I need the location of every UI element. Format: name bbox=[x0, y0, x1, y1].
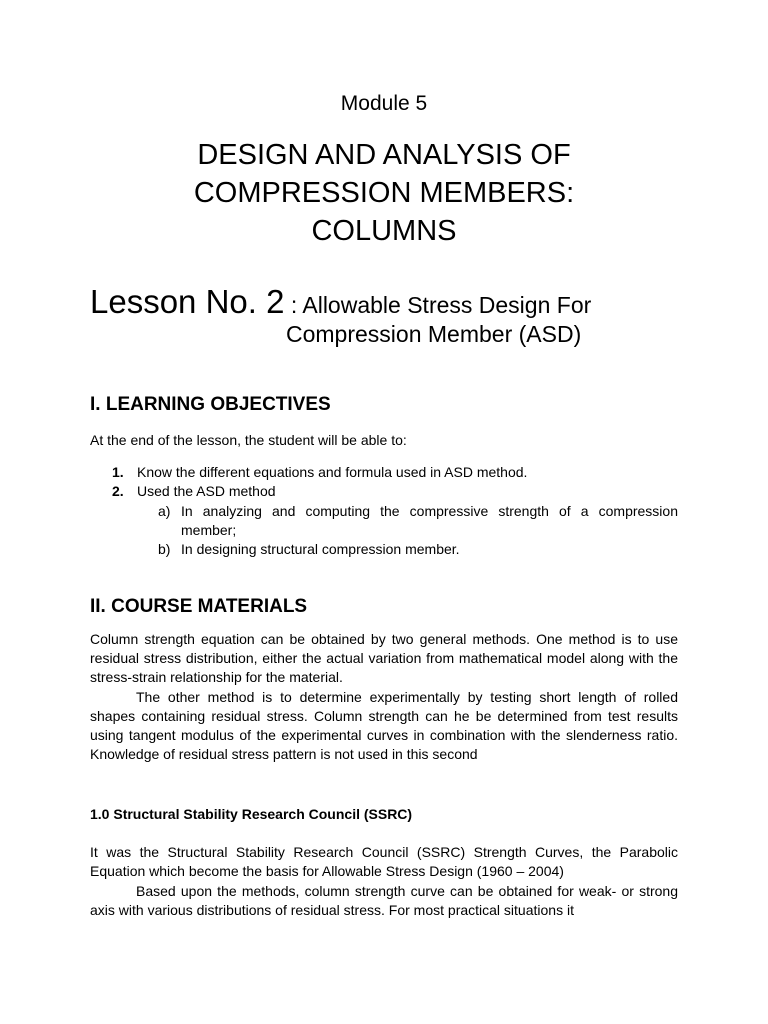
ssrc-paragraph: Based upon the methods, column strength curve can be obtained for weak- or strong axis with various distributions of residual stress. For most practical situations it bbox=[90, 883, 678, 918]
subsection-heading-ssrc: 1.0 Structural Stability Research Council (SSRC) bbox=[90, 806, 413, 822]
module-title bbox=[0, 136, 768, 250]
objective-item bbox=[112, 463, 527, 482]
lesson-separator: : bbox=[284, 292, 303, 318]
objective-subitem bbox=[158, 502, 678, 540]
module-number: Module 5 bbox=[340, 92, 428, 115]
module-title-line: DESIGN AND ANALYSIS OF bbox=[197, 139, 571, 171]
subitem-text: In designing structural compression member. bbox=[181, 541, 460, 557]
section-heading-materials: II. COURSE MATERIALS bbox=[90, 596, 308, 617]
objective-subitem bbox=[158, 540, 678, 559]
lesson-title-line1: Allowable Stress Design For bbox=[302, 292, 592, 318]
subitem-text: In analyzing and computing the compressive strength of a compression member; bbox=[181, 503, 678, 538]
objectives-intro: At the end of the lesson, the student will be able to: bbox=[90, 432, 407, 448]
module-title-line: COLUMNS bbox=[311, 215, 457, 247]
objective-item bbox=[112, 482, 276, 501]
section-heading-objectives: I. LEARNING OBJECTIVES bbox=[90, 394, 331, 415]
lesson-title-line2: Compression Member (ASD) bbox=[286, 321, 582, 347]
lesson-heading bbox=[90, 283, 592, 325]
subitem-letter: a) bbox=[158, 503, 171, 519]
lesson-number: Lesson No. 2 bbox=[90, 283, 285, 320]
ssrc-paragraph: It was the Structural Stability Research Council (SSRC) Strength Curves, the Parabolic Equation which become the basis for Allowable Stress Design (1960 – 2004) bbox=[90, 844, 678, 879]
objective-text: Used the ASD method bbox=[137, 483, 276, 499]
objective-number: 1. bbox=[112, 464, 124, 480]
module-title-line: COMPRESSION MEMBERS: bbox=[193, 177, 575, 209]
objective-text: Know the different equations and formula used in ASD method. bbox=[137, 464, 528, 480]
objective-number: 2. bbox=[112, 483, 124, 499]
materials-paragraph: Column strength equation can be obtained by two general methods. One method is to use residual stress distribution, either the actual variation from mathematical model along with the stress-strain relationship for the material. bbox=[90, 631, 678, 685]
materials-paragraph: The other method is to determine experimentally by testing short length of rolled shapes containing residual stress. Column strength can he be determined from test results using tangent modulus of the experimental curves in combination with the slenderness ratio. Knowledge of residual stress pattern is not used in this second bbox=[90, 689, 678, 762]
subitem-letter: b) bbox=[158, 541, 171, 557]
